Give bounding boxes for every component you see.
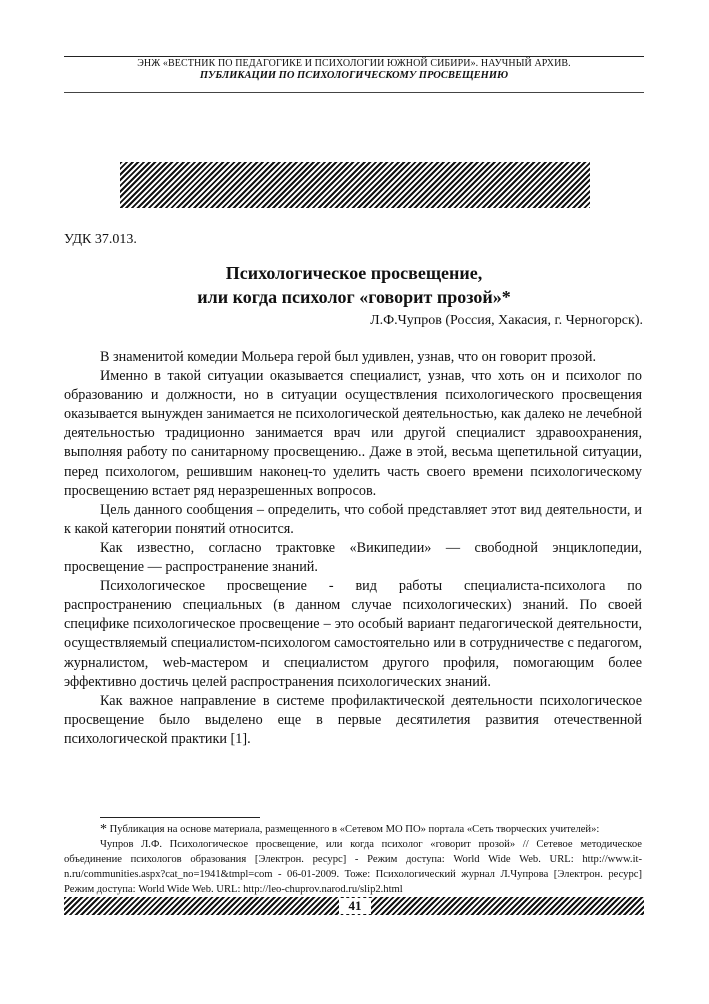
paragraph: Как важное направление в системе профилактической деятельности психологическое просвещение было выделено еще в первые десятилетия развития отечественной психологической практики [1]. xyxy=(64,692,642,747)
article-title xyxy=(64,261,644,309)
article-body xyxy=(64,348,642,749)
paragraph: Как известно, согласно трактовке «Википедии» — свободной энциклопедии, просвещение — распространение знаний. xyxy=(64,539,642,576)
footnote-text-1 xyxy=(64,822,642,837)
header-bottom-rule xyxy=(64,92,644,93)
journal-header: ЭНЖ «ВЕСТНИК ПО ПЕДАГОГИКЕ И ПСИХОЛОГИИ ЮЖНОЙ СИБИРИ». НАУЧНЫЙ АРХИВ. xyxy=(137,58,571,69)
footnote-rule xyxy=(100,817,260,818)
page-number: 41 xyxy=(339,898,371,914)
author-line: Л.Ф.Чупров (Россия, Хакасия, г. Черногорск). xyxy=(370,313,643,328)
paragraph: Цель данного сообщения – определить, что собой представляет этот вид деятельности, и к какой категории понятий относится. xyxy=(64,501,642,537)
header-top-rule xyxy=(64,56,644,57)
paragraph: В знаменитой комедии Мольера герой был удивлен, узнав, что он говорит прозой. xyxy=(100,349,597,365)
paragraph: Психологическое просвещение - вид работы специалиста-психолога по распространению специальных (в данном случае психологических) знаний. По своей специфике психологическое просвещение – это особый вариант педагогической деятельности, осуществляемый специалистом-психологом самостоятельно или в сотрудничестве с педагогом, журналистом, web-мастером и специалистом другого профиля, помогающим более эффективно достичь целей распространения психологических знаний. xyxy=(64,578,642,690)
footnote-mark: * xyxy=(100,822,107,837)
decorative-hatch-banner xyxy=(120,162,590,208)
paragraph: Именно в такой ситуации оказывается специалист, узнав, что хоть он и психолог по образованию и должности, но в ситуации осуществления психологического просвещения оказывается вынужден занимается не психологической деятельностью, как далеко не лечебной деятельностью традиционно занимается врач или другой специалист здравоохранения, выполняя работу по санитарному просвещению.. Даже в этой, весьма щепетильной ситуации, перед психологом, решившим наконец-то уделить часть своего времени психологическому просвещению встает ряд неразрешенных вопросов. xyxy=(64,368,642,499)
udk-code: УДК 37.013. xyxy=(64,232,137,247)
footnote-text-1-content: Публикация на основе материала, размещенного в «Сетевом МО ПО» портала «Сеть творческих учителей»: xyxy=(109,824,600,835)
title-line-1: Психологическое просвещение, xyxy=(225,263,483,283)
title-line-2: или когда психолог «говорит прозой»* xyxy=(197,287,511,307)
footnote-text-2: Чупров Л.Ф. Психологическое просвещение, или когда психолог «говорит прозой» // Сетевое методическое объединение психологов образования [Электрон. ресурс] - Режим доступа: World Wide Web. URL: http://www.it-n.ru/communities.aspx?cat_no=1941&tmpl=com - 06-01-2009. Тоже: Психологический журнал Л.Чупрова [Электрон. ресурс] Режим доступа: World Wide Web. URL: http://leo-chuprov.narod.ru/slip2.html xyxy=(64,839,642,895)
section-header: ПУБЛИКАЦИИ ПО ПСИХОЛОГИЧЕСКОМУ ПРОСВЕЩЕНИЮ xyxy=(199,70,509,81)
footnotes xyxy=(64,822,642,897)
